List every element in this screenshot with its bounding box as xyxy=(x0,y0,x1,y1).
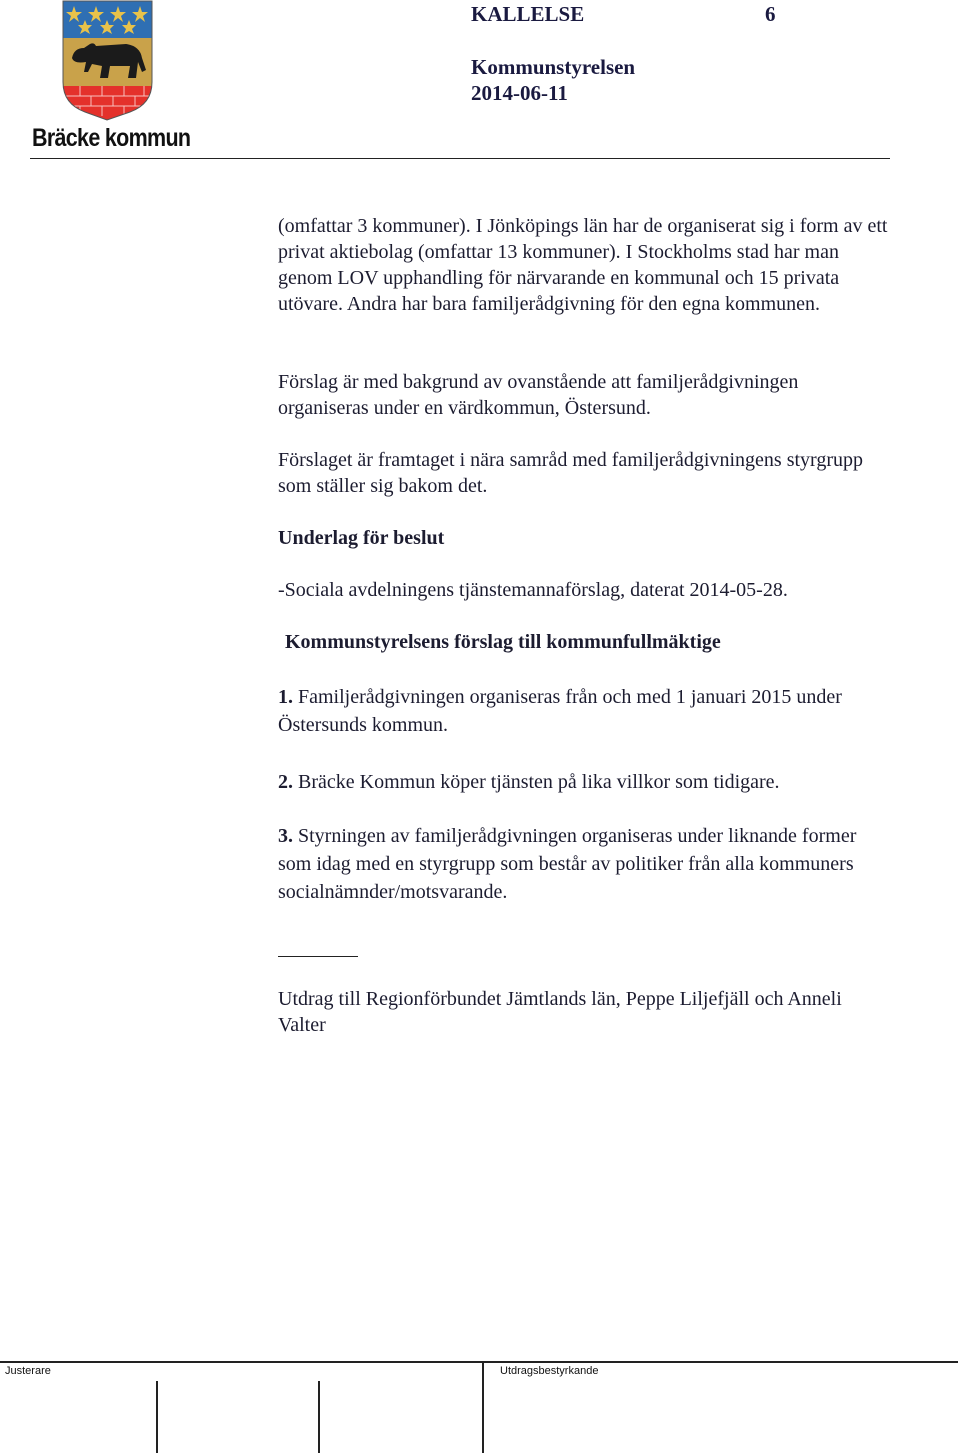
proposal-text: Familjerådgivningen organiseras från och med 1 januari 2015 under Östersunds kommun. xyxy=(278,686,842,736)
heading-board-proposal: Kommunstyrelsens förslag till kommunfullmäktige xyxy=(285,631,721,653)
footer-divider xyxy=(0,1361,958,1363)
proposal-text: Styrningen av familjerådgivningen organiseras under liknande former som idag med en styrgrupp som består av politiker från alla kommuners socialnämnder/motsvarande. xyxy=(278,825,857,903)
proposal-item xyxy=(278,822,893,906)
signature-box-divider xyxy=(318,1381,320,1453)
signature-box-divider xyxy=(482,1362,484,1453)
paragraph-proposal: Förslag är med bakgrund av ovanstående att familjerådgivningen organiseras under en värdkommun, Östersund. xyxy=(278,371,799,419)
extract-certification-label: Utdragsbestyrkande xyxy=(500,1365,599,1377)
adjuster-label: Justerare xyxy=(5,1365,51,1377)
document-type: KALLELSE xyxy=(471,2,585,26)
proposal-number: 3. xyxy=(278,825,293,847)
meeting-date: 2014-06-11 xyxy=(471,81,568,105)
heading-basis-for-decision: Underlag för beslut xyxy=(278,527,445,549)
proposal-item xyxy=(278,683,893,739)
paragraph-intro: (omfattar 3 kommuner). I Jönköpings län har de organiserat sig i form av ett privat aktiebolag (omfattar 13 kommuner). I Stockholms stad har man genom LOV upphandling för närvarande en kommunal och 15 privata utövare. Andra har bara familjerådgivning för den egna kommunen. xyxy=(278,215,888,315)
section-separator xyxy=(278,956,358,957)
board-name: Kommunstyrelsen xyxy=(471,55,636,79)
proposal-text: Bräcke Kommun köper tjänsten på lika villkor som tidigare. xyxy=(298,771,780,793)
municipality-name: Bräcke kommun xyxy=(32,124,191,152)
proposal-number: 1. xyxy=(278,686,293,708)
header-divider xyxy=(30,158,890,159)
page-number: 6 xyxy=(765,2,776,26)
paragraph-consultation: Förslaget är framtaget i nära samråd med familjerådgivningens styrgrupp som ställer sig bakom det. xyxy=(278,449,863,497)
signature-box-divider xyxy=(156,1381,158,1453)
proposal-number: 2. xyxy=(278,771,293,793)
basis-document-item: -Sociala avdelningens tjänstemannaförslag, daterat 2014-05-28. xyxy=(278,579,788,601)
distribution-list: Utdrag till Regionförbundet Jämtlands län, Peppe Liljefjäll och Anneli Valter xyxy=(278,988,842,1036)
proposal-item xyxy=(278,768,893,796)
